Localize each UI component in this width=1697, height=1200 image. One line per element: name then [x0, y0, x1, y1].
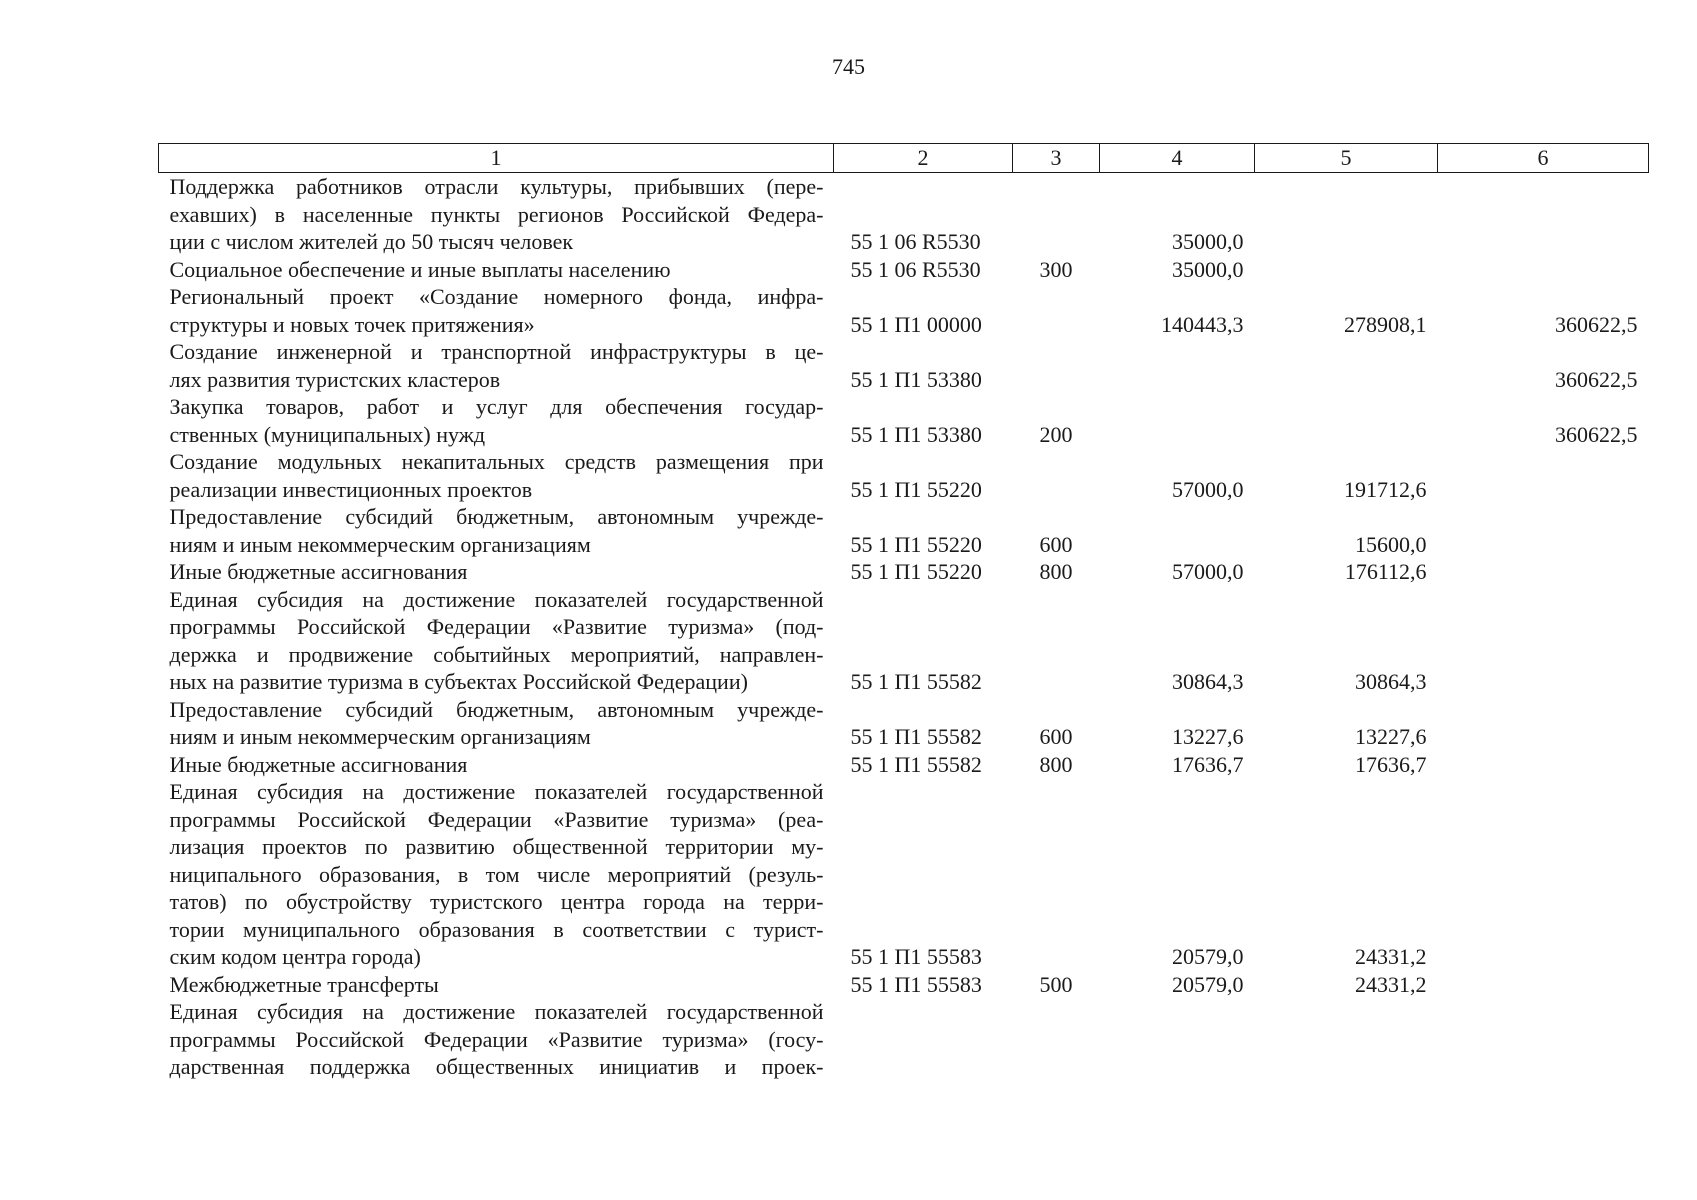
row-expense-type: [1013, 283, 1100, 338]
row-description: [159, 393, 834, 448]
table-row: [159, 448, 1649, 503]
row-target-code: 55 1 П1 53380: [850, 366, 982, 392]
row-value-col5: 176112,6: [1344, 559, 1427, 584]
table-body: [159, 173, 1649, 1081]
row-description-line: Закупка товаров, работ и услуг для обеспечения государ-: [169, 394, 824, 419]
row-description-line: ниям и иным некоммерческим организациям: [169, 531, 591, 557]
row-description-line: ции с числом жителей до 50 тысяч человек: [169, 229, 574, 254]
header-col-4: 4: [1100, 144, 1255, 173]
row-target-code: 55 1 П1 55583: [850, 944, 982, 969]
row-value-col6: [1438, 586, 1649, 696]
row-value-col4: [1100, 338, 1255, 393]
row-value-col6: [1438, 503, 1649, 558]
row-description-line: Предоставление субсидий бюджетным, автономным учрежде-: [169, 504, 824, 529]
table-row: [159, 998, 1649, 1081]
row-description-line: Иные бюджетные ассигнования: [169, 751, 468, 777]
row-expense-type: [1013, 778, 1100, 971]
row-description-line: Единая субсидия на достижение показателей государственной: [169, 999, 824, 1024]
row-value-col6: [1438, 971, 1649, 999]
row-description-line: структуры и новых точек притяжения»: [169, 311, 535, 337]
row-description-line: Социальное обеспечение и иные выплаты населению: [169, 256, 671, 282]
row-expense-type: 500: [1039, 971, 1073, 997]
row-description-line: Поддержка работников отрасли культуры, прибывших (пере-: [169, 174, 824, 199]
row-description-line: ных на развитие туризма в субъектах Российской Федерации): [169, 669, 748, 694]
row-value-col5: 15600,0: [1355, 531, 1427, 557]
row-value-col4: 30864,3: [1172, 669, 1244, 694]
row-description: [159, 448, 834, 503]
row-expense-type: [1013, 448, 1100, 503]
table-row: [159, 393, 1649, 448]
row-target-code: 55 1 П1 53380: [850, 421, 982, 447]
row-expense-type: [1013, 173, 1100, 256]
row-expense-type: [1013, 586, 1100, 696]
row-description-line: ским кодом центра города): [169, 944, 421, 969]
row-value-col5: 24331,2: [1355, 944, 1427, 969]
row-description-line: татов) по обустройству туристского центра города на терри-: [169, 889, 824, 914]
row-value-col6: [1438, 696, 1649, 751]
row-value-col5: 191712,6: [1344, 476, 1427, 502]
row-description: [159, 586, 834, 696]
row-description: [159, 998, 834, 1081]
table-row: [159, 558, 1649, 586]
row-description: [159, 338, 834, 393]
row-value-col5: [1255, 338, 1438, 393]
row-value-col5: [1255, 393, 1438, 448]
row-expense-type: 800: [1039, 559, 1073, 584]
row-value-col6: [1438, 751, 1649, 779]
row-value-col5: 24331,2: [1355, 971, 1427, 997]
row-target-code: 55 1 П1 55582: [850, 751, 982, 777]
table-row: [159, 971, 1649, 999]
row-description-line: программы Российской Федерации «Развитие туризма» (под-: [169, 614, 824, 639]
row-description: [159, 696, 834, 751]
row-description: [159, 503, 834, 558]
table-row: [159, 503, 1649, 558]
row-description: [159, 173, 834, 256]
table-row: [159, 586, 1649, 696]
row-value-col4: 20579,0: [1172, 971, 1244, 997]
budget-table: [158, 143, 1649, 1081]
row-target-code: 55 1 П1 55583: [850, 971, 982, 997]
row-description: [159, 751, 834, 779]
budget-table-container: [158, 143, 1648, 1081]
table-row: [159, 778, 1649, 971]
row-expense-type: 800: [1039, 751, 1073, 777]
row-value-col6: [1438, 256, 1649, 284]
row-value-col4: 57000,0: [1172, 559, 1244, 584]
row-value-col5: [1255, 998, 1438, 1081]
row-description-line: программы Российской Федерации «Развитие туризма» (госу-: [169, 1026, 824, 1052]
table-row: [159, 173, 1649, 256]
table-row: [159, 751, 1649, 779]
header-col-6: 6: [1438, 144, 1649, 173]
table-row: [159, 283, 1649, 338]
row-value-col4: 140443,3: [1161, 311, 1244, 337]
row-description-line: программы Российской Федерации «Развитие туризма» (реа-: [169, 806, 824, 832]
table-row: [159, 256, 1649, 284]
row-description-line: реализации инвестиционных проектов: [169, 476, 533, 502]
row-description-line: Предоставление субсидий бюджетным, автономным учрежде-: [169, 696, 824, 722]
row-target-code: 55 1 П1 55582: [850, 724, 982, 749]
table-header-row: [159, 144, 1649, 173]
row-description-line: лях развития туристских кластеров: [169, 366, 501, 392]
row-value-col4: [1100, 503, 1255, 558]
row-value-col6: [1438, 173, 1649, 256]
row-expense-type: 600: [1039, 724, 1073, 749]
row-description-line: Иные бюджетные ассигнования: [169, 559, 468, 584]
row-value-col4: [1100, 998, 1255, 1081]
table-header: [159, 144, 1649, 173]
row-value-col4: 17636,7: [1172, 751, 1244, 777]
row-value-col4: 20579,0: [1172, 944, 1244, 969]
row-value-col5: 278908,1: [1344, 311, 1427, 337]
row-description-line: Региональный проект «Создание номерного фонда, инфра-: [169, 284, 824, 309]
row-expense-type: [1013, 998, 1100, 1081]
row-target-code: 55 1 06 R5530: [850, 229, 981, 254]
table-row: [159, 696, 1649, 751]
row-target-code: 55 1 П1 55220: [850, 531, 982, 557]
row-description-line: Единая субсидия на достижение показателей государственной: [169, 586, 824, 612]
row-value-col6: [1438, 998, 1649, 1081]
row-value-col5: 13227,6: [1355, 724, 1427, 749]
row-expense-type: [1013, 338, 1100, 393]
header-col-1: 1: [159, 144, 834, 173]
row-value-col4: 35000,0: [1172, 256, 1244, 282]
row-value-col6: [1438, 558, 1649, 586]
row-expense-type: 200: [1039, 421, 1073, 447]
table-row: [159, 338, 1649, 393]
row-target-code: [834, 998, 1013, 1081]
row-description: [159, 778, 834, 971]
row-value-col4: [1100, 393, 1255, 448]
row-value-col6: [1438, 778, 1649, 971]
row-value-col4: 57000,0: [1172, 476, 1244, 502]
row-target-code: 55 1 П1 00000: [850, 311, 982, 337]
row-target-code: 55 1 06 R5530: [850, 256, 981, 282]
row-description: [159, 283, 834, 338]
row-description: [159, 256, 834, 284]
row-description-line: тории муниципального образования в соответствии с турист-: [169, 916, 824, 942]
row-value-col6: [1438, 448, 1649, 503]
row-description-line: держка и продвижение событийных мероприятий, направлен-: [169, 641, 824, 667]
page-number: 745: [832, 54, 865, 79]
row-value-col4: 13227,6: [1172, 724, 1244, 749]
row-expense-type: 600: [1039, 531, 1073, 557]
row-expense-type: 300: [1039, 256, 1073, 282]
row-target-code: 55 1 П1 55220: [850, 476, 982, 502]
row-value-col5: 17636,7: [1355, 751, 1427, 777]
row-target-code: 55 1 П1 55220: [850, 559, 982, 584]
row-value-col6: 360622,5: [1555, 366, 1638, 392]
row-description-line: ственных (муниципальных) нужд: [169, 421, 486, 447]
row-description-line: дарственная поддержка общественных инициатив и проек-: [169, 1054, 824, 1079]
row-description-line: ниципального образования, в том числе мероприятий (резуль-: [169, 861, 824, 887]
row-value-col6: 360622,5: [1555, 311, 1638, 337]
header-col-3: 3: [1013, 144, 1100, 173]
row-target-code: 55 1 П1 55582: [850, 669, 982, 694]
row-description-line: ехавших) в населенные пункты регионов Российской Федера-: [169, 201, 824, 227]
row-description-line: Межбюджетные трансферты: [169, 971, 439, 997]
row-value-col5: 30864,3: [1355, 669, 1427, 694]
row-value-col6: 360622,5: [1555, 421, 1638, 447]
header-col-5: 5: [1255, 144, 1438, 173]
row-description: [159, 558, 834, 586]
row-description-line: лизация проектов по развитию общественной территории му-: [169, 834, 824, 859]
row-value-col5: [1255, 256, 1438, 284]
row-value-col5: [1255, 173, 1438, 256]
row-description-line: Создание модульных некапитальных средств размещения при: [169, 449, 824, 474]
row-description-line: ниям и иным некоммерческим организациям: [169, 724, 591, 749]
row-description: [159, 971, 834, 999]
header-col-2: 2: [834, 144, 1013, 173]
row-description-line: Единая субсидия на достижение показателей государственной: [169, 779, 824, 804]
row-value-col4: 35000,0: [1172, 229, 1244, 254]
row-description-line: Создание инженерной и транспортной инфраструктуры в це-: [169, 339, 824, 364]
